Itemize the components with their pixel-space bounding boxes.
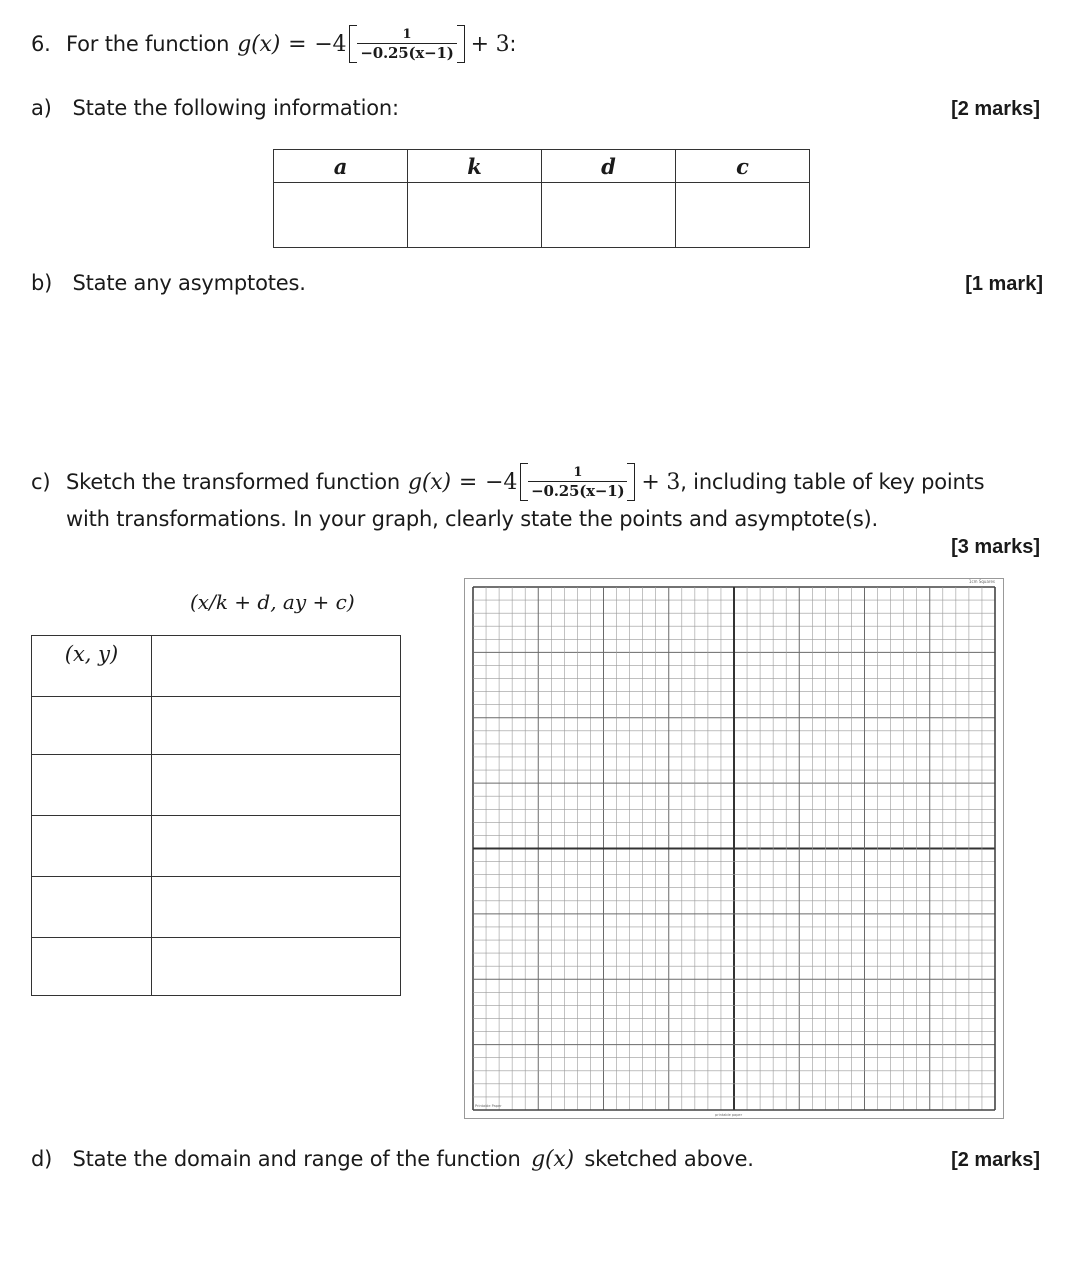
part-b-marks: [1 mark] xyxy=(965,273,1043,295)
point-cell[interactable] xyxy=(32,877,152,938)
graph-grid xyxy=(465,579,1003,1118)
point-cell[interactable] xyxy=(32,938,152,996)
point-cell[interactable] xyxy=(32,816,152,877)
info-table-answer-row xyxy=(274,183,810,248)
answer-cell-k[interactable] xyxy=(408,183,542,248)
point-cell[interactable] xyxy=(32,755,152,816)
image-point-cell[interactable] xyxy=(152,877,401,938)
fraction-denominator: −0.25(x−1) xyxy=(357,43,456,62)
graph-footer-label: printable paper xyxy=(715,1113,743,1117)
c-fraction xyxy=(528,465,627,500)
table-row xyxy=(32,755,401,816)
part-a-label: a) xyxy=(31,96,52,120)
image-point-cell[interactable] xyxy=(152,755,401,816)
colon: : xyxy=(509,32,517,56)
part-d-text-before: State the domain and range of the function xyxy=(72,1147,521,1171)
graph-brand-label: Printable Paper xyxy=(475,1104,502,1108)
c-coefficient: −4 xyxy=(485,469,518,495)
info-table-header-row xyxy=(274,150,810,183)
image-point-cell[interactable] xyxy=(152,938,401,996)
answer-cell-d[interactable] xyxy=(542,183,676,248)
header-d: d xyxy=(542,150,676,183)
point-cell[interactable] xyxy=(32,697,152,755)
c-right-bracket xyxy=(627,463,635,501)
question-intro: For the function xyxy=(66,32,230,56)
header-c: c xyxy=(676,150,810,183)
part-b-text: State any asymptotes. xyxy=(72,271,306,295)
answer-cell-c[interactable] xyxy=(676,183,810,248)
part-d-line xyxy=(31,1147,754,1172)
part-b-line xyxy=(31,271,306,295)
part-d-marks: [2 marks] xyxy=(951,1149,1040,1171)
coefficient: −4 xyxy=(314,31,347,57)
function-lhs: g(x) xyxy=(237,31,281,57)
left-bracket xyxy=(349,25,357,63)
c-fraction-numerator: 1 xyxy=(573,464,583,480)
transform-answer-header[interactable] xyxy=(152,636,401,697)
fraction-numerator: 1 xyxy=(402,26,412,42)
c-equals-sign: = xyxy=(458,469,478,495)
transform-header xyxy=(190,590,355,614)
equals-sign: = xyxy=(288,31,307,57)
header-a: a xyxy=(274,150,408,183)
part-c-line1 xyxy=(31,460,984,504)
transform-header-text: (x/k + d, ay + c) xyxy=(190,590,355,614)
key-points-header-row xyxy=(32,636,401,697)
c-plus-term: + 3 xyxy=(641,469,681,495)
part-d-function: g(x) xyxy=(531,1147,574,1172)
part-a-text: State the following information: xyxy=(72,96,399,120)
c-function-lhs: g(x) xyxy=(408,469,451,495)
part-b-label: b) xyxy=(31,271,53,295)
part-c-text-after: , including table of key points xyxy=(680,470,985,494)
part-d-text-after: sketched above. xyxy=(584,1147,754,1171)
c-fraction-denominator: −0.25(x−1) xyxy=(528,481,627,500)
question-stem xyxy=(31,22,516,66)
info-table xyxy=(273,149,810,248)
part-c-label: c) xyxy=(31,470,51,494)
table-row xyxy=(32,697,401,755)
right-bracket xyxy=(457,25,465,63)
part-a-line xyxy=(31,96,399,120)
part-d-label: d) xyxy=(31,1147,53,1171)
key-points-table xyxy=(31,635,401,996)
part-c-text-before: Sketch the transformed function xyxy=(66,470,401,494)
table-row xyxy=(32,816,401,877)
c-left-bracket xyxy=(520,463,528,501)
c-fraction-expression xyxy=(520,463,635,501)
image-point-cell[interactable] xyxy=(152,697,401,755)
graph-paper[interactable] xyxy=(464,578,1004,1119)
image-point-cell[interactable] xyxy=(152,816,401,877)
graph-corner-label: 1cm Squares xyxy=(968,579,995,584)
header-k: k xyxy=(408,150,542,183)
xy-header: (x, y) xyxy=(32,636,152,697)
question-number: 6. xyxy=(31,32,51,56)
table-row xyxy=(32,938,401,996)
part-a-marks: [2 marks] xyxy=(951,98,1040,120)
fraction-expression xyxy=(349,25,464,63)
part-c-line2: with transformations. In your graph, clearly state the points and asymptote(s). xyxy=(66,507,879,531)
answer-cell-a[interactable] xyxy=(274,183,408,248)
fraction xyxy=(357,27,456,62)
table-row xyxy=(32,877,401,938)
plus-term: + 3 xyxy=(470,31,510,57)
part-c-marks: [3 marks] xyxy=(951,536,1040,558)
